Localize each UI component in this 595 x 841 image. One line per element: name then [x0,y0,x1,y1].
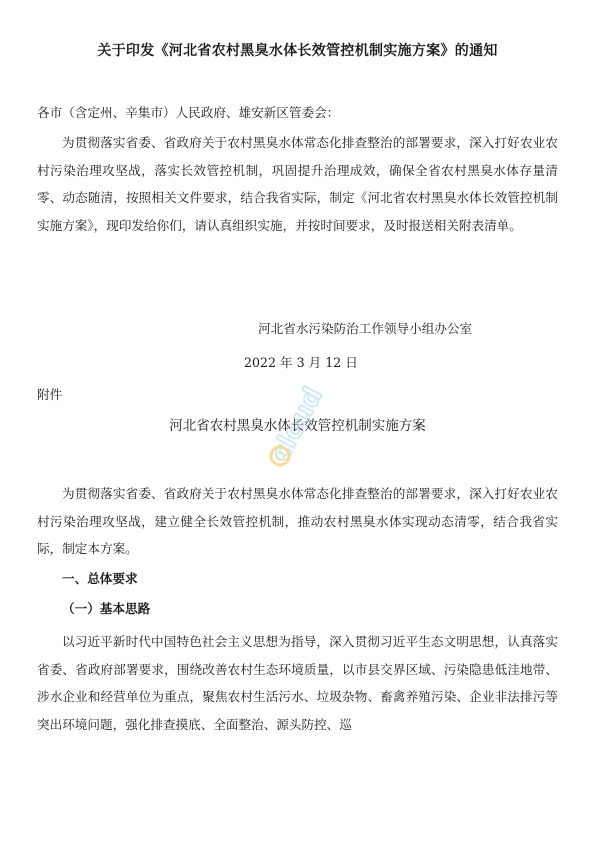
document-title: 关于印发《河北省农村黑臭水体长效管控机制实施方案》的通知 [97,43,498,59]
notice-body-paragraph: 为贯彻落实省委、省政府关于农村黑臭水体常态化排查整治的部署要求，深入打好农业农村污染治理攻坚战，落实长效管控机制，巩固提升治理成效，确保全省农村黑臭水体存量清零、动态随清，按照相关文件要求，结合我省实际，制定《河北省农村黑臭水体长效管控机制实施方案》，现印发给你们，请认真组织实施，并按时间要求，及时报送相关附表清单。 [37,135,558,233]
plan-intro-paragraph: 为贯彻落实省委、省政府关于农村黑臭水体常态化排查整治的部署要求，深入打好农业农村污染治理攻坚战，建立健全长效管控机制，推动农村黑臭水体实现动态清零，结合我省实际，制定本方案。 [37,486,558,557]
issue-date: 2022 年 3 月 12 日 [244,355,358,370]
cloud-watermark-logo [258,380,338,470]
salutation: 各市（含定州、辛集市）人民政府、雄安新区管委会： [37,105,340,120]
plan-title: 河北省农村黑臭水体长效管控机制实施方案 [169,418,426,434]
section-heading-general-requirements: 一、总体要求 [62,571,138,586]
issuing-organization: 河北省水污染防治工作领导小组办公室 [258,321,473,336]
attachment-label: 附件 [37,387,63,402]
subsection-heading-basic-approach: （一）基本思路 [62,601,151,616]
svg-text:cloud: cloud [265,382,329,467]
plan-body-paragraph: 以习近平新时代中国特色社会主义思想为指导，深入贯彻习近平生态文明思想，认真落实省委、省政府部署要求，围绕改善农村生态环境质量，以市县交界区域、污染隐患低洼地带、涉水企业和经营单位为重点，聚焦农村生活污水、垃圾杂物、畜禽养殖污染、企业非法排污等突出环境问题，强化排查摸底、全面整治、源头防控、巡 [37,634,558,732]
